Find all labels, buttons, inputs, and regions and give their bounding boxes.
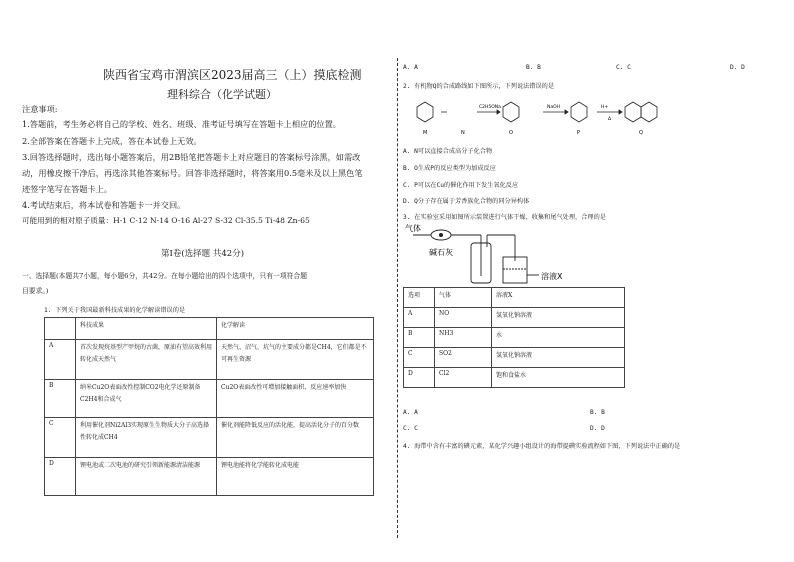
ring-q-a <box>625 102 641 122</box>
table-cell: A <box>404 308 435 328</box>
reagent: Δ <box>608 117 612 122</box>
table-cell: C <box>404 348 435 368</box>
table-cell: Cl2 <box>435 368 492 388</box>
table-cell: 饱和食盐水 <box>492 368 625 388</box>
table-cell: 催化剂能降低反应的活化能，提高活化分子的百分数 <box>217 418 374 458</box>
exam-title: 陕西省宝鸡市渭滨区2023届高三（上）摸底检测 <box>103 68 362 82</box>
table-cell: 利用催化剂Ni2Al3实现原生生物质大分子高选择性转化成CH4 <box>76 418 217 458</box>
table-cell: C <box>45 418 76 458</box>
table-cell: A <box>45 340 76 380</box>
table-cell: D <box>45 458 76 496</box>
q3-table <box>403 287 625 388</box>
synthesis-scheme <box>403 95 663 137</box>
ring-m <box>417 102 433 122</box>
q3-option-b: B. B <box>590 409 605 416</box>
ring-q-b <box>641 102 657 122</box>
section-intro: 目要求。) <box>22 287 49 295</box>
table-cell: 锂电池能将化学能转化成电能 <box>217 458 374 496</box>
label-q: Q <box>639 130 643 136</box>
question-4: 4. 海带中含有丰富的碘元素，某化学兴趣小组设计的海带提碘实验流程如下图，下列说法中正确的是 <box>403 443 681 450</box>
table-header: 气体 <box>435 288 492 308</box>
table-header <box>45 318 76 340</box>
table-cell: 首次发现烷基型产甲烷的古菌，原油有望高效利用转化成天然气 <box>76 340 217 380</box>
atomic-masses: 可能用到的相对原子质量：H-1 C-12 N-14 O-16 Al-27 S-32 Cl-35.5 Ti-48 Zn-65 <box>22 216 310 225</box>
q2-option-c: C. P可以在Cu的催化作用下发生氧化反应 <box>403 182 519 189</box>
table-cell: Cu2O表面改性可增加接触面积，反应速率加快 <box>217 380 374 418</box>
question-1: 1. 下列关于我国最新科技成果的化学解读错误的是 <box>44 307 186 314</box>
option-d: D. D <box>730 64 745 71</box>
note-line: 3.回答选择题时，选出每小题答案后，用2B铅笔把答题卡上对应题目的答案标号涂黑，如需改 <box>22 152 361 162</box>
note-line: 1.答题前，考生务必将自己的学校、姓名、班级、准考证号填写在答题卡上相应的位置。 <box>22 119 341 129</box>
section-title: 第Ⅰ卷(选择题 共42分) <box>161 249 245 259</box>
table-cell: B <box>404 328 435 348</box>
label-gas: 气体 <box>405 224 421 233</box>
ring-o <box>503 102 519 122</box>
table-cell: 氢氧化钠溶液 <box>492 348 625 368</box>
note-line: 2.全部答案在答题卡上完成，答在本试卷上无效。 <box>22 136 202 146</box>
q3-option-a: A. A <box>403 409 418 416</box>
reagent: H+ <box>601 105 609 110</box>
label-m: M <box>423 130 428 136</box>
q2-option-b: B. O生成P的反应类型为加成反应 <box>403 165 496 172</box>
q3-option-d: D. D <box>590 425 605 432</box>
table-cell: 天然气、沼气、坑气的主要成分都是CH4，它们都是不可再生资源 <box>217 340 374 380</box>
label-o: O <box>509 130 513 136</box>
notes-heading: 注意事项: <box>22 104 58 114</box>
apparatus-diagram <box>403 221 583 287</box>
question-2: 2. 有机物Q的合成路线如下图所示，下列说法错误的是 <box>403 83 555 90</box>
q3-option-c: C. C <box>403 425 418 432</box>
note-line: 迹签字笔写在答题卡上。 <box>22 184 113 194</box>
table-cell: SO2 <box>435 348 492 368</box>
option-a: A. A <box>403 64 418 71</box>
label-n: N <box>461 130 465 136</box>
label-p: P <box>577 130 581 136</box>
option-b: B. B <box>526 64 541 71</box>
note-line: 4.考试结束后，将本试卷和答题卡一并交回。 <box>22 200 186 210</box>
exam-subtitle: 理科综合（化学试题） <box>167 88 277 101</box>
reagent: C2H5ONa <box>479 105 501 110</box>
section-intro: 一、选择题(本题共7小题，每小题6分，共42分。在每小题给出的四个选项中，只有一项符合题 <box>22 272 308 280</box>
note-line: 动，用橡皮擦干净后，再选涂其他答案标号。回答非选择题时，将答案用0.5毫米及以上黑色笔 <box>22 168 363 178</box>
ring-p <box>571 102 587 122</box>
table-cell: B <box>45 380 76 418</box>
label-solution-x: 溶液X <box>541 272 563 281</box>
column-divider <box>397 58 398 538</box>
reagent: NaOH <box>547 105 561 110</box>
table-header: 溶液X <box>492 288 625 308</box>
table-cell: 锂电池或二次电池的研究引领新能源清洁能源 <box>76 458 217 496</box>
table-cell: 水 <box>492 328 625 348</box>
table-header: 化学解读 <box>217 318 374 340</box>
option-c: C. C <box>616 64 631 71</box>
table-cell: D <box>404 368 435 388</box>
label-sodalime: 碱石灰 <box>429 248 453 257</box>
table-cell: 纳米Cu2O表面改性控制CO2电化学还原制备C2H4和合成气 <box>76 380 217 418</box>
q2-option-a: A. N可以直接合成高分子化合物 <box>403 148 493 155</box>
table-cell: 氢氧化钠溶液 <box>492 308 625 328</box>
q2-option-d: D. Q分子存在属于芳香族化合物的同分异构体 <box>403 198 530 205</box>
q1-table <box>44 317 374 496</box>
table-cell: NO <box>435 308 492 328</box>
table-cell: NH3 <box>435 328 492 348</box>
table-header: 科技成果 <box>76 318 217 340</box>
table-header: 选项 <box>404 288 435 308</box>
question-3: 3. 在实验室采用如图所示装置进行气体干燥、收集和尾气处理，合理的是 <box>403 214 606 221</box>
